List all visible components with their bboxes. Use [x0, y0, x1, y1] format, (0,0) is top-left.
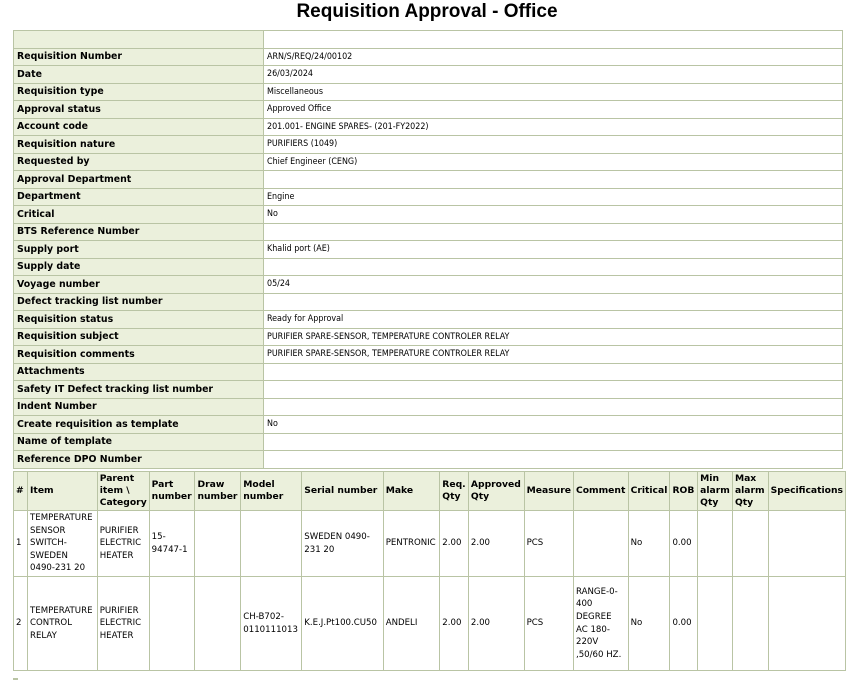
detail-row [14, 118, 843, 136]
col-header-specifications: Specifications [768, 472, 845, 511]
col-header-part-number: Part number [149, 472, 195, 511]
detail-value [264, 381, 843, 399]
detail-value [264, 258, 843, 276]
detail-label: Voyage number [14, 276, 264, 294]
detail-label: Supply port [14, 241, 264, 259]
col-header-max-alarm-qty: Max alarm Qty [732, 472, 768, 511]
detail-row [14, 258, 843, 276]
col-header-rob: ROB [670, 472, 698, 511]
detail-label: Critical [14, 206, 264, 224]
col-header-serial-number: Serial number [302, 472, 383, 511]
col-header-approved-qty: Approved Qty [468, 472, 524, 511]
detail-label: Requisition status [14, 311, 264, 329]
col-header-req-qty: Req. Qty [440, 472, 469, 511]
items-table [13, 471, 846, 671]
items-header-row [14, 472, 846, 511]
cell-draw [195, 511, 241, 577]
detail-label: Requisition comments [14, 346, 264, 364]
detail-row [14, 31, 843, 49]
detail-row [14, 311, 843, 329]
detail-value: PURIFIER SPARE-SENSOR, TEMPERATURE CONTROLER RELAY [264, 346, 843, 364]
cell-approved-qty: 2.00 [468, 511, 524, 577]
detail-row [14, 83, 843, 101]
cell-critical: No [628, 577, 670, 671]
cell-part [149, 577, 195, 671]
detail-label: Safety IT Defect tracking list number [14, 381, 264, 399]
detail-value: 26/03/2024 [264, 66, 843, 84]
detail-row [14, 328, 843, 346]
cell-min-alarm [698, 511, 733, 577]
detail-row [14, 398, 843, 416]
table-row [14, 511, 846, 577]
cell-serial: SWEDEN 0490-231 20 [302, 511, 383, 577]
col-header-critical: Critical [628, 472, 670, 511]
detail-row [14, 188, 843, 206]
detail-label: Approval Department [14, 171, 264, 189]
detail-row [14, 153, 843, 171]
cell-specs [768, 577, 845, 671]
detail-row [14, 433, 843, 451]
detail-value: Miscellaneous [264, 83, 843, 101]
detail-value: Engine [264, 188, 843, 206]
detail-value: Chief Engineer (CENG) [264, 153, 843, 171]
cell-min-alarm [698, 577, 733, 671]
detail-row [14, 416, 843, 434]
detail-row [14, 241, 843, 259]
cell-parent: PURIFIER ELECTRIC HEATER [97, 577, 149, 671]
cell-item: TEMPERATURE CONTROL RELAY [28, 577, 98, 671]
detail-label: Create requisition as template [14, 416, 264, 434]
cell-measure: PCS [524, 577, 573, 671]
detail-row [14, 136, 843, 154]
detail-row [14, 223, 843, 241]
detail-label: Supply date [14, 258, 264, 276]
col-header-measure: Measure [524, 472, 573, 511]
cell-model [241, 511, 302, 577]
detail-label: Name of template [14, 433, 264, 451]
cell-comment: RANGE-0-400 DEGREE AC 180-220V ,50/60 HZ. [573, 577, 628, 671]
detail-value [264, 171, 843, 189]
detail-row [14, 66, 843, 84]
detail-label: Attachments [14, 363, 264, 381]
col-header-number: # [14, 472, 28, 511]
detail-label: BTS Reference Number [14, 223, 264, 241]
cell-req-qty: 2.00 [440, 511, 469, 577]
cell-num: 1 [14, 511, 28, 577]
cell-draw [195, 577, 241, 671]
col-header-min-alarm-qty: Min alarm Qty [698, 472, 733, 511]
cell-serial: K.E.J.Pt100.CU50 [302, 577, 383, 671]
detail-label: Account code [14, 118, 264, 136]
detail-label: Requisition subject [14, 328, 264, 346]
cell-model: CH-B702-0110111013 [241, 577, 302, 671]
cell-measure: PCS [524, 511, 573, 577]
page-title: Requisition Approval - Office [296, 1, 558, 22]
detail-value: ARN/S/REQ/24/00102 [264, 48, 843, 66]
detail-label: Department [14, 188, 264, 206]
cell-comment [573, 511, 628, 577]
detail-value [264, 433, 843, 451]
cell-parent: PURIFIER ELECTRIC HEATER [97, 511, 149, 577]
detail-label: Requisition Number [14, 48, 264, 66]
cell-part: 15-94747-1 [149, 511, 195, 577]
detail-label: Reference DPO Number [14, 451, 264, 469]
detail-row [14, 346, 843, 364]
detail-label: Approval status [14, 101, 264, 119]
cell-approved-qty: 2.00 [468, 577, 524, 671]
detail-row [14, 171, 843, 189]
cell-item: TEMPERATURE SENSOR SWITCH-SWEDEN 0490-231 20 [28, 511, 98, 577]
detail-row [14, 293, 843, 311]
detail-value: No [264, 416, 843, 434]
cell-max-alarm [732, 577, 768, 671]
cell-make: ANDELI [383, 577, 440, 671]
detail-label: Date [14, 66, 264, 84]
col-header-model-number: Model number [241, 472, 302, 511]
detail-label: Defect tracking list number [14, 293, 264, 311]
detail-value: Approved Office [264, 101, 843, 119]
detail-value: 201.001- ENGINE SPARES- (201-FY2022) [264, 118, 843, 136]
detail-label: Requisition nature [14, 136, 264, 154]
table-edge [13, 678, 18, 680]
cell-make: PENTRONIC [383, 511, 440, 577]
cell-specs [768, 511, 845, 577]
detail-row [14, 206, 843, 224]
cell-max-alarm [732, 511, 768, 577]
detail-row [14, 101, 843, 119]
col-header-comment: Comment [573, 472, 628, 511]
detail-value: Khalid port (AE) [264, 241, 843, 259]
cell-critical: No [628, 511, 670, 577]
col-header-item: Item [28, 472, 98, 511]
detail-row [14, 381, 843, 399]
cell-req-qty: 2.00 [440, 577, 469, 671]
detail-label: Requested by [14, 153, 264, 171]
col-header-make: Make [383, 472, 440, 511]
detail-value: PURIFIERS (1049) [264, 136, 843, 154]
detail-label: Indent Number [14, 398, 264, 416]
detail-value [264, 451, 843, 469]
detail-label: Requisition type [14, 83, 264, 101]
detail-value [264, 223, 843, 241]
cell-rob: 0.00 [670, 511, 698, 577]
detail-row [14, 451, 843, 469]
detail-row [14, 48, 843, 66]
detail-value: No [264, 206, 843, 224]
detail-value: PURIFIER SPARE-SENSOR, TEMPERATURE CONTROLER RELAY [264, 328, 843, 346]
detail-row [14, 363, 843, 381]
requisition-details-table [13, 30, 843, 469]
cell-rob: 0.00 [670, 577, 698, 671]
detail-value: 05/24 [264, 276, 843, 294]
detail-value [264, 398, 843, 416]
detail-row [14, 276, 843, 294]
cell-num: 2 [14, 577, 28, 671]
detail-value [264, 31, 843, 49]
detail-value [264, 363, 843, 381]
detail-value: Ready for Approval [264, 311, 843, 329]
table-row [14, 577, 846, 671]
col-header-draw-number: Draw number [195, 472, 241, 511]
col-header-parent-item: Parent item \ Category [97, 472, 149, 511]
detail-label [14, 31, 264, 49]
detail-value [264, 293, 843, 311]
